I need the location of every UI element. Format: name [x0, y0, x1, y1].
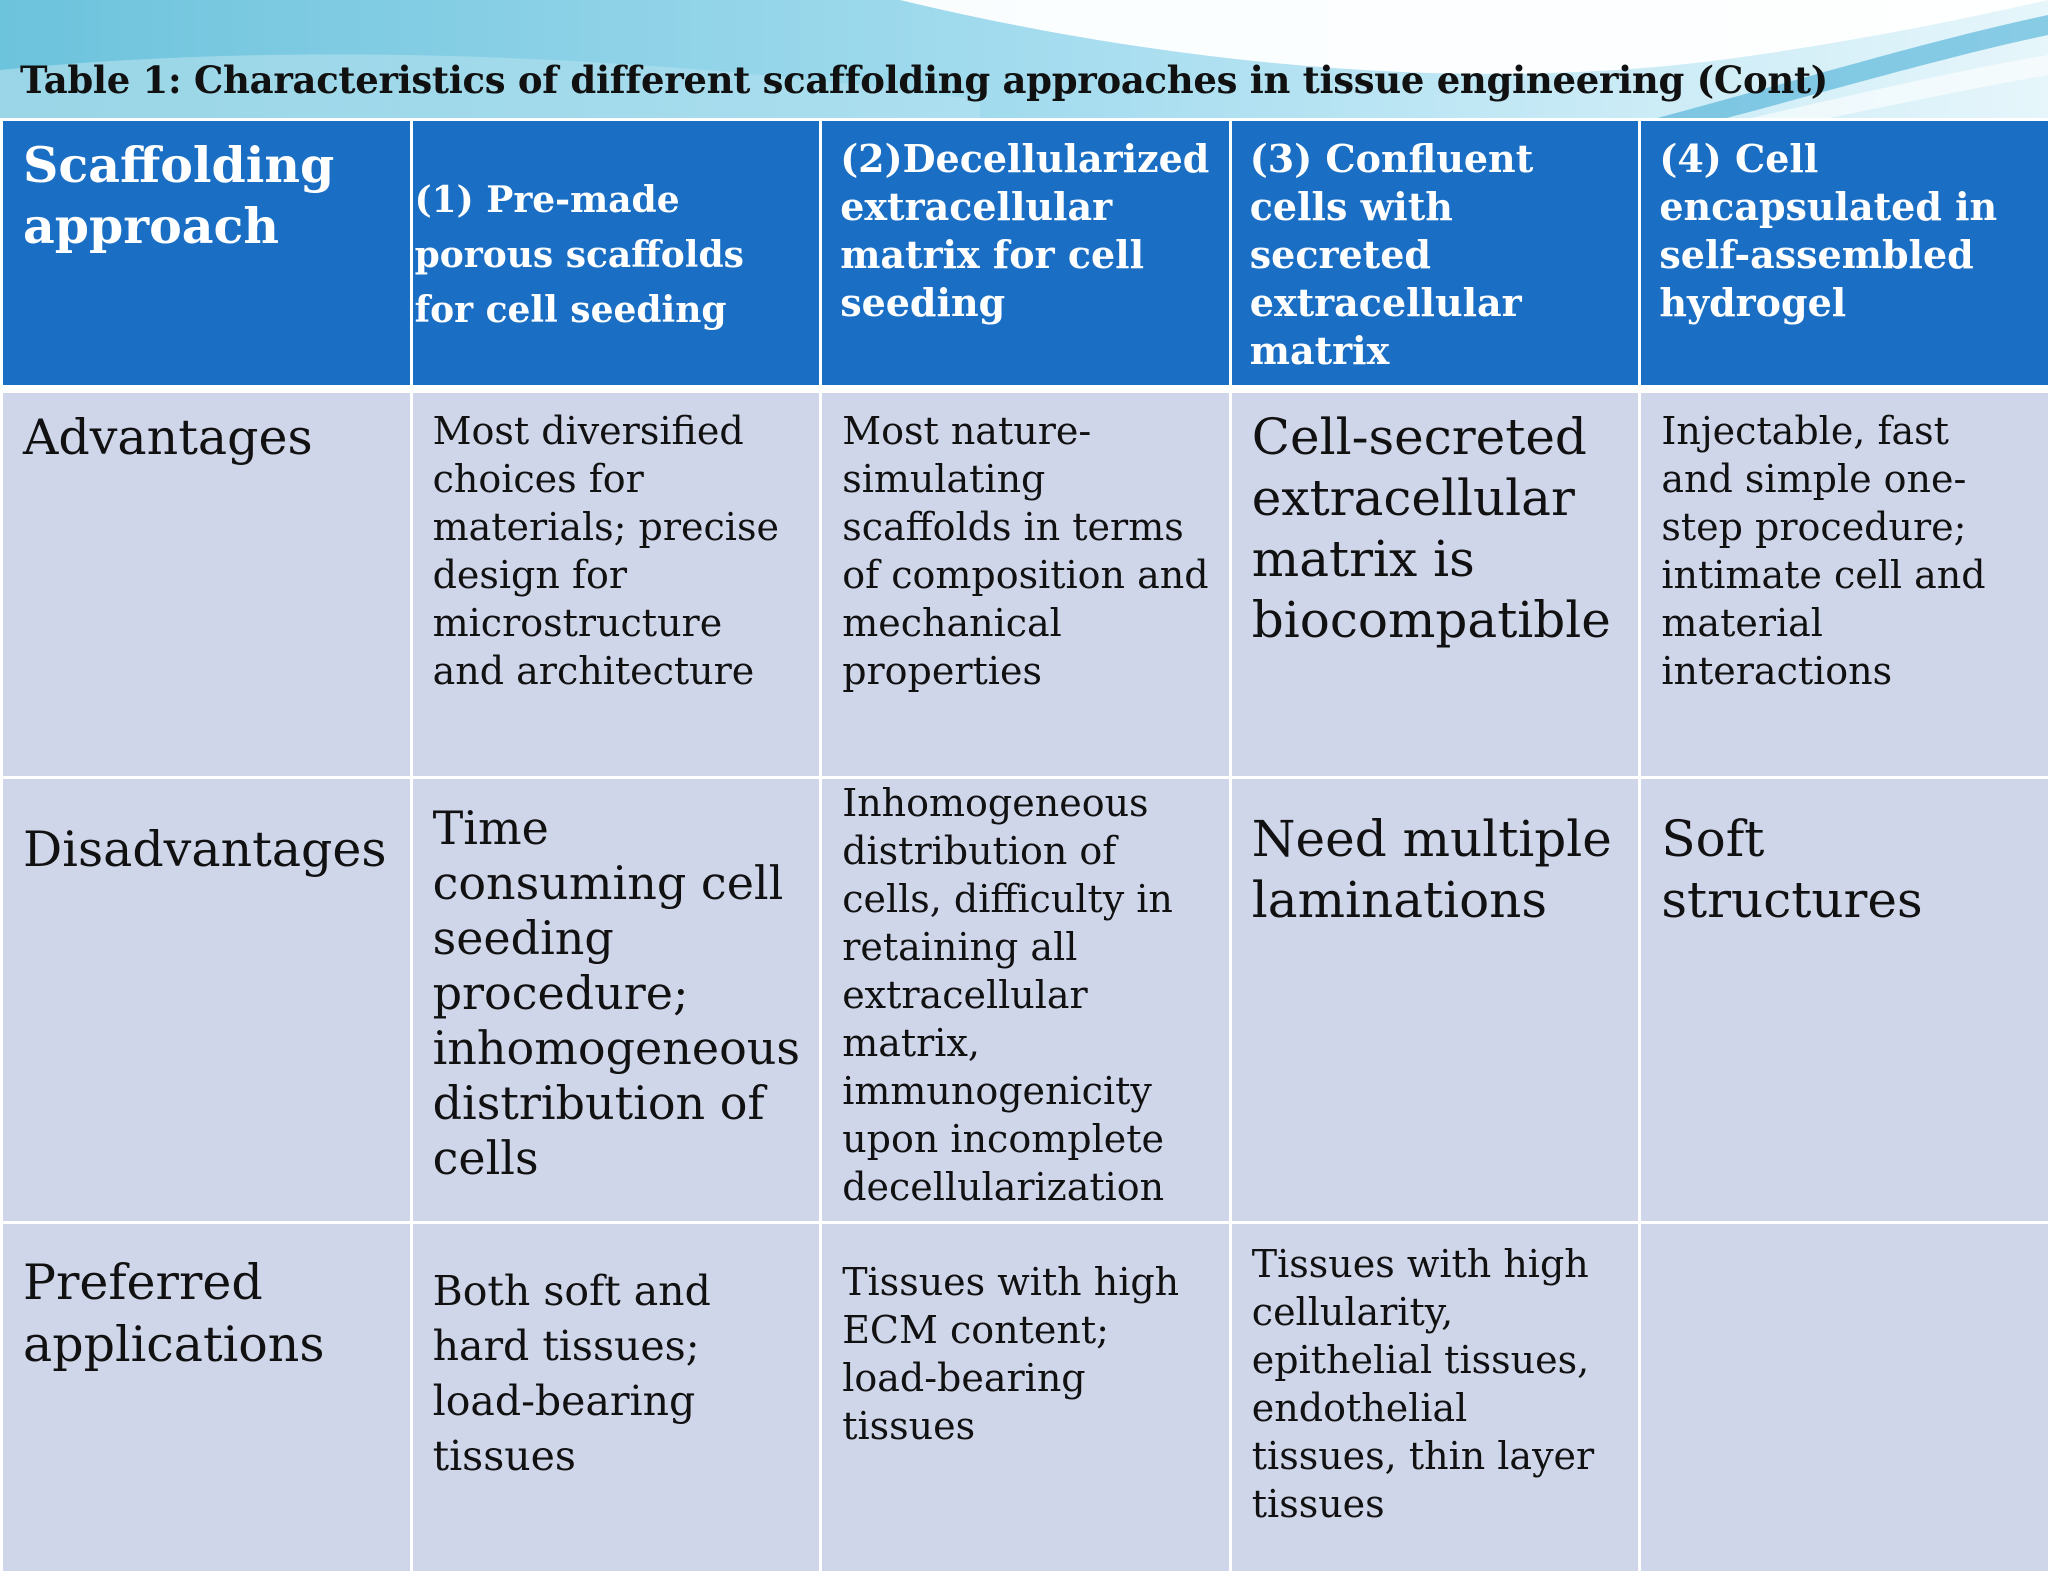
- cell-disadvantages-4: Soft structures: [1640, 777, 2048, 1222]
- header-col-4: (4) Cell encapsulated in self-assembled hydrogel: [1640, 120, 2048, 390]
- header-corner-cell: Scaffolding approach: [2, 120, 412, 390]
- cell-advantages-2: Most nature-simulating scaffolds in terms of composition and mechanical properties: [821, 389, 1231, 777]
- cell-applications-1: Both soft and hard tissues; load-bearing tissues: [411, 1222, 821, 1572]
- table-row-advantages: [2, 389, 2048, 777]
- cell-applications-2: Tissues with high ECM content; load-bearing tissues: [821, 1222, 1231, 1572]
- cell-advantages-3: Cell-secreted extracellular matrix is biocompatible: [1230, 389, 1640, 777]
- slide-title: Table 1: Characteristics of different scaffolding approaches in tissue engineering (Cont): [20, 58, 1828, 102]
- row-label-advantages: Advantages: [2, 389, 412, 777]
- row-label-preferred-applications: Preferred applications: [2, 1222, 412, 1572]
- cell-applications-4: [1640, 1222, 2048, 1572]
- header-col-1: (1) Pre-made porous scaffolds for cell seeding: [411, 120, 821, 390]
- cell-disadvantages-2: Inhomogeneous distribution of cells, difficulty in retaining all extracellular matrix, immunogenicity upon incomplete decellularization: [821, 777, 1231, 1222]
- cell-advantages-4: Injectable, fast and simple one-step procedure; intimate cell and material interactions: [1640, 389, 2048, 777]
- table-header-row: [2, 120, 2048, 390]
- cell-applications-3: Tissues with high cellularity, epithelial tissues, endothelial tissues, thin layer tissues: [1230, 1222, 1640, 1572]
- scaffolding-table: [0, 118, 2048, 1574]
- cell-advantages-1: Most diversified choices for materials; precise design for microstructure and architecture: [411, 389, 821, 777]
- table-row-disadvantages: [2, 777, 2048, 1222]
- row-label-disadvantages: Disadvantages: [2, 777, 412, 1222]
- table-row-preferred-applications: [2, 1222, 2048, 1572]
- cell-disadvantages-3: Need multiple laminations: [1230, 777, 1640, 1222]
- header-col-3: (3) Confluent cells with secreted extracellular matrix: [1230, 120, 1640, 390]
- header-col-2: (2)Decellularized extracellular matrix for cell seeding: [821, 120, 1231, 390]
- cell-disadvantages-1: Time consuming cell seeding procedure; inhomogeneous distribution of cells: [411, 777, 821, 1222]
